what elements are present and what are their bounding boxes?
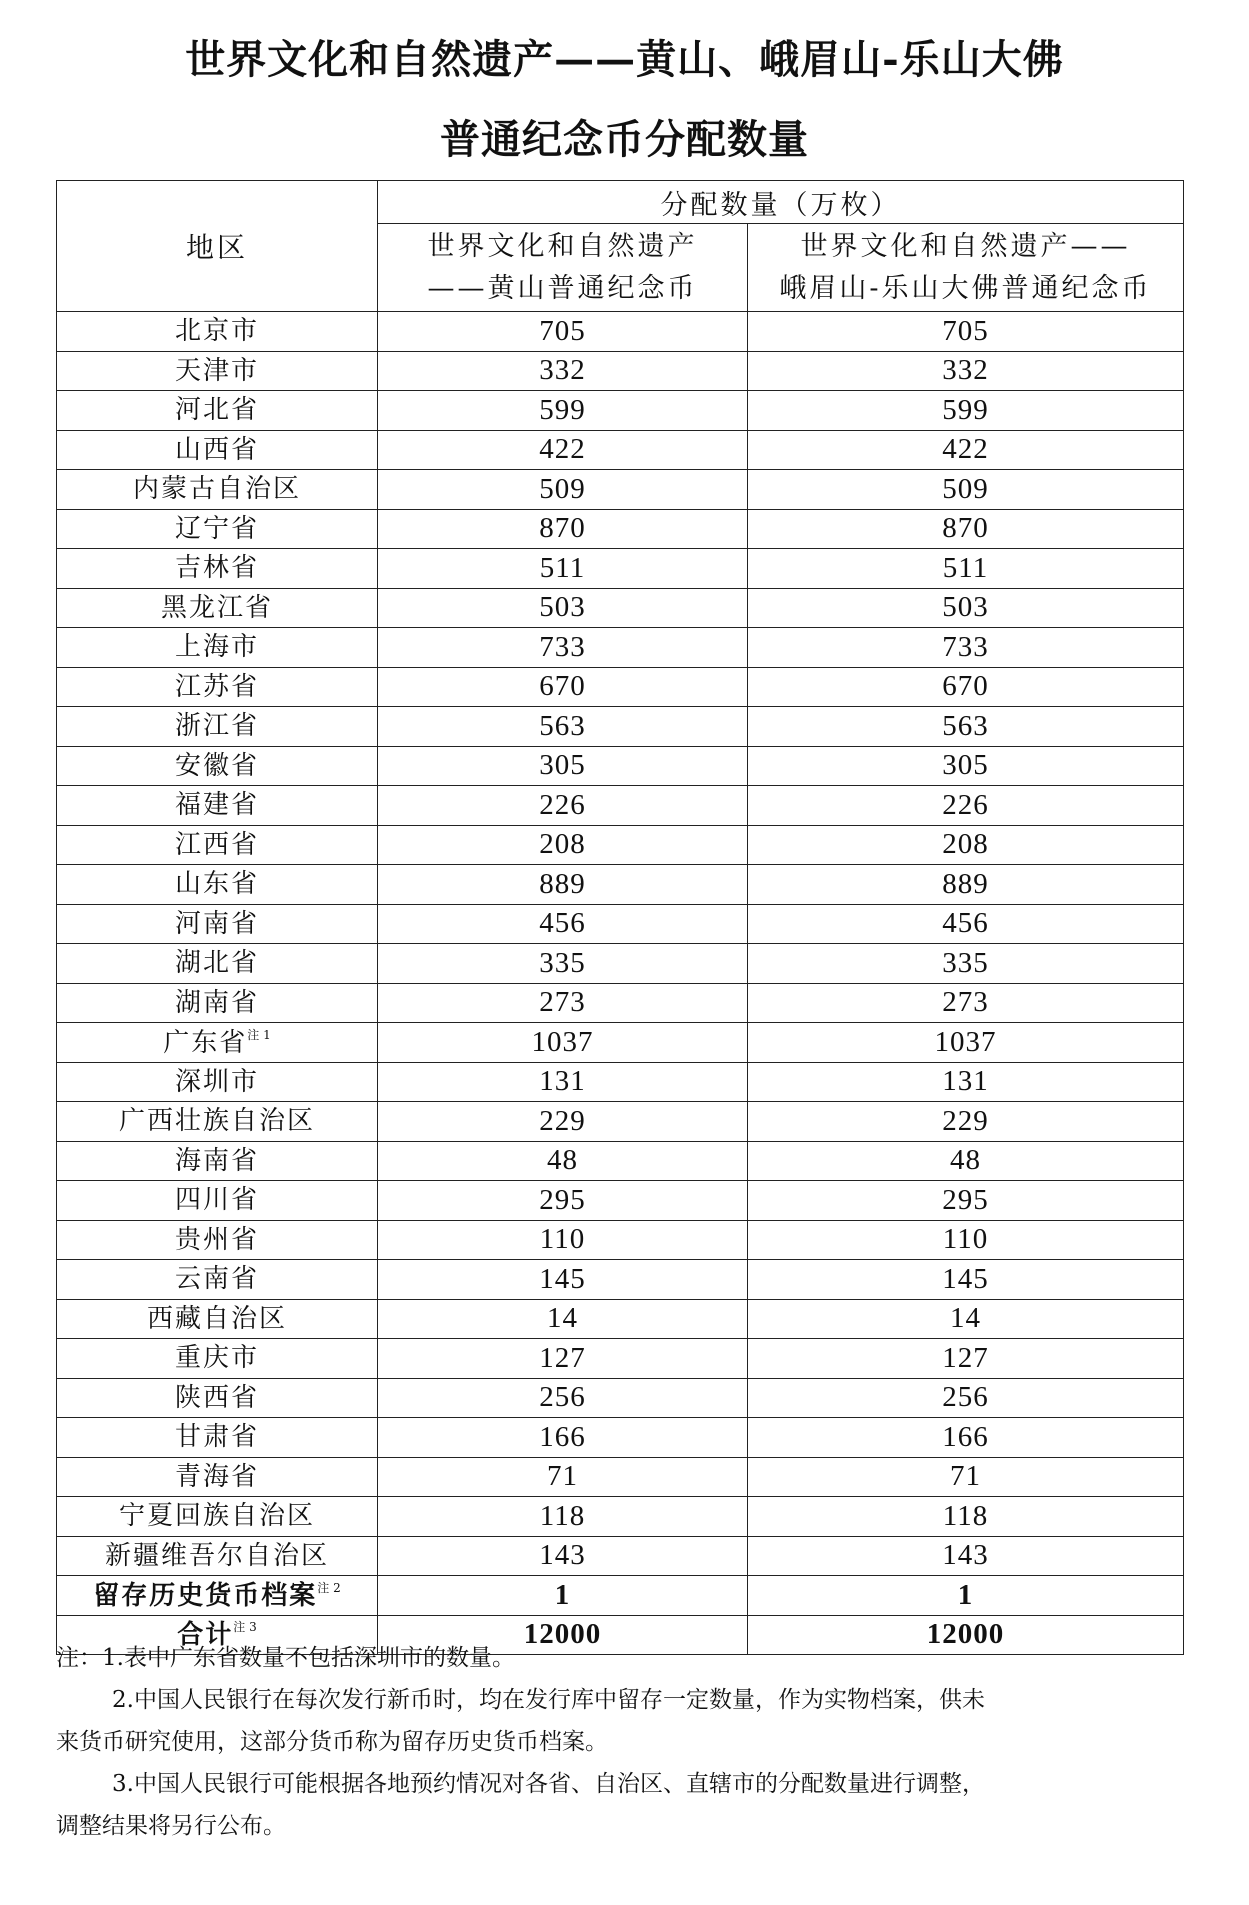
region-cell bbox=[57, 1497, 378, 1537]
emeishan-quantity: 71 bbox=[748, 1457, 1184, 1497]
footnote-3-line1: 3.中国人民银行可能根据各地预约情况对各省、自治区、直辖市的分配数量进行调整， bbox=[112, 1771, 985, 1797]
emeishan-header-line1: 世界文化和自然遗产—— bbox=[800, 230, 1131, 262]
emeishan-quantity: 256 bbox=[748, 1378, 1184, 1418]
region-cell bbox=[57, 1062, 378, 1102]
huangshan-quantity: 145 bbox=[378, 1260, 748, 1300]
huangshan-quantity: 166 bbox=[378, 1418, 748, 1458]
region-cell bbox=[57, 1023, 378, 1063]
table-row bbox=[57, 1181, 1184, 1221]
huangshan-quantity: 229 bbox=[378, 1102, 748, 1142]
emeishan-quantity: 110 bbox=[748, 1220, 1184, 1260]
region-cell bbox=[57, 588, 378, 628]
huangshan-quantity: 599 bbox=[378, 391, 748, 431]
region-name: 广东省 bbox=[163, 1027, 248, 1058]
region-name: 重庆市 bbox=[174, 1343, 259, 1374]
huangshan-quantity: 670 bbox=[378, 667, 748, 707]
region-name: 甘肃省 bbox=[174, 1422, 259, 1453]
region-name: 山西省 bbox=[174, 434, 259, 465]
huangshan-quantity: 14 bbox=[378, 1299, 748, 1339]
huangshan-quantity: 208 bbox=[378, 825, 748, 865]
table-row bbox=[57, 628, 1184, 668]
region-cell bbox=[57, 509, 378, 549]
table-row bbox=[57, 904, 1184, 944]
region-name: 北京市 bbox=[174, 316, 259, 347]
region-name: 留存历史货币档案 bbox=[93, 1580, 318, 1611]
region-name: 江西省 bbox=[174, 829, 259, 860]
region-name: 吉林省 bbox=[174, 553, 259, 584]
document-title-line2: 普通纪念币分配数量 bbox=[440, 116, 809, 163]
region-cell bbox=[57, 1141, 378, 1181]
region-cell bbox=[57, 983, 378, 1023]
emeishan-quantity: 166 bbox=[748, 1418, 1184, 1458]
emeishan-quantity: 456 bbox=[748, 904, 1184, 944]
region-name: 西藏自治区 bbox=[146, 1303, 287, 1334]
emeishan-quantity: 295 bbox=[748, 1181, 1184, 1221]
region-column-header: 地区 bbox=[57, 181, 378, 312]
emeishan-quantity: 118 bbox=[748, 1497, 1184, 1537]
region-cell bbox=[57, 1418, 378, 1458]
region-name: 山东省 bbox=[174, 869, 259, 900]
region-name: 广西壮族自治区 bbox=[118, 1106, 315, 1137]
table-row bbox=[57, 983, 1184, 1023]
allocation-table bbox=[56, 180, 1184, 1655]
region-cell bbox=[57, 865, 378, 905]
table-row bbox=[57, 825, 1184, 865]
footnote-marker: 注 2 bbox=[317, 1580, 341, 1595]
emeishan-quantity: 48 bbox=[748, 1141, 1184, 1181]
table-row bbox=[57, 1220, 1184, 1260]
table-row bbox=[57, 1497, 1184, 1537]
huangshan-quantity: 71 bbox=[378, 1457, 748, 1497]
region-cell bbox=[57, 1260, 378, 1300]
huangshan-quantity: 509 bbox=[378, 470, 748, 510]
table-row bbox=[57, 786, 1184, 826]
region-name: 内蒙古自治区 bbox=[132, 474, 301, 505]
region-cell bbox=[57, 667, 378, 707]
emeishan-quantity: 14 bbox=[748, 1299, 1184, 1339]
emeishan-quantity: 870 bbox=[748, 509, 1184, 549]
table-row bbox=[57, 865, 1184, 905]
emeishan-quantity: 670 bbox=[748, 667, 1184, 707]
emeishan-quantity: 229 bbox=[748, 1102, 1184, 1142]
huangshan-quantity: 870 bbox=[378, 509, 748, 549]
huangshan-quantity: 273 bbox=[378, 983, 748, 1023]
emeishan-quantity: 335 bbox=[748, 944, 1184, 984]
huangshan-quantity: 889 bbox=[378, 865, 748, 905]
region-cell bbox=[57, 1339, 378, 1379]
huangshan-quantity: 12000 bbox=[378, 1615, 748, 1655]
huangshan-quantity: 127 bbox=[378, 1339, 748, 1379]
region-cell bbox=[57, 746, 378, 786]
footnote-marker: 注 1 bbox=[247, 1027, 271, 1042]
huangshan-quantity: 295 bbox=[378, 1181, 748, 1221]
region-name: 辽宁省 bbox=[174, 513, 259, 544]
huangshan-header-line2: ——黄山普通纪念币 bbox=[427, 272, 698, 304]
emeishan-quantity: 1037 bbox=[748, 1023, 1184, 1063]
emeishan-quantity: 599 bbox=[748, 391, 1184, 431]
huangshan-quantity: 143 bbox=[378, 1536, 748, 1576]
huangshan-quantity: 705 bbox=[378, 312, 748, 352]
region-name: 新疆维吾尔自治区 bbox=[104, 1540, 329, 1571]
region-cell bbox=[57, 1299, 378, 1339]
region-name: 天津市 bbox=[174, 355, 259, 386]
footnotes bbox=[56, 1637, 1186, 1847]
table-row bbox=[57, 509, 1184, 549]
emeishan-quantity: 226 bbox=[748, 786, 1184, 826]
table-row bbox=[57, 1062, 1184, 1102]
table-row bbox=[57, 1536, 1184, 1576]
region-cell bbox=[57, 391, 378, 431]
footnote-marker: 注 3 bbox=[233, 1620, 257, 1635]
table-row bbox=[57, 430, 1184, 470]
region-cell bbox=[57, 628, 378, 668]
huangshan-quantity: 563 bbox=[378, 707, 748, 747]
footnote-1: 注：1.表中广东省数量不包括深圳市的数量。 bbox=[56, 1645, 515, 1671]
huangshan-quantity: 118 bbox=[378, 1497, 748, 1537]
region-cell bbox=[57, 1457, 378, 1497]
region-cell bbox=[57, 549, 378, 589]
region-name: 安徽省 bbox=[174, 750, 259, 781]
table-row bbox=[57, 667, 1184, 707]
region-cell bbox=[57, 707, 378, 747]
emeishan-quantity: 563 bbox=[748, 707, 1184, 747]
emeishan-quantity: 503 bbox=[748, 588, 1184, 628]
huangshan-quantity: 305 bbox=[378, 746, 748, 786]
huangshan-quantity: 733 bbox=[378, 628, 748, 668]
region-name: 湖北省 bbox=[174, 948, 259, 979]
table-row bbox=[57, 1457, 1184, 1497]
emeishan-quantity: 208 bbox=[748, 825, 1184, 865]
region-name: 四川省 bbox=[174, 1185, 259, 1216]
huangshan-quantity: 48 bbox=[378, 1141, 748, 1181]
table-row bbox=[57, 1141, 1184, 1181]
region-cell bbox=[57, 312, 378, 352]
huangshan-quantity: 456 bbox=[378, 904, 748, 944]
region-cell bbox=[57, 1220, 378, 1260]
emeishan-quantity: 145 bbox=[748, 1260, 1184, 1300]
region-name: 合计 bbox=[177, 1620, 234, 1651]
huangshan-quantity: 1037 bbox=[378, 1023, 748, 1063]
table-row bbox=[57, 351, 1184, 391]
table-row bbox=[57, 707, 1184, 747]
table-row bbox=[57, 1418, 1184, 1458]
region-cell bbox=[57, 470, 378, 510]
region-cell bbox=[57, 944, 378, 984]
huangshan-quantity: 335 bbox=[378, 944, 748, 984]
emeishan-quantity: 733 bbox=[748, 628, 1184, 668]
region-name: 江苏省 bbox=[174, 671, 259, 702]
region-cell bbox=[57, 351, 378, 391]
emeishan-quantity: 422 bbox=[748, 430, 1184, 470]
huangshan-column-header bbox=[378, 224, 748, 312]
region-name: 黑龙江省 bbox=[160, 592, 273, 623]
emeishan-quantity: 332 bbox=[748, 351, 1184, 391]
emeishan-header-line2: 峨眉山-乐山大佛普通纪念币 bbox=[779, 272, 1152, 304]
region-cell bbox=[57, 825, 378, 865]
region-name: 浙江省 bbox=[174, 711, 259, 742]
table-row bbox=[57, 746, 1184, 786]
table-row bbox=[57, 1299, 1184, 1339]
quantity-group-header: 分配数量（万枚） bbox=[378, 181, 1184, 224]
region-name: 河南省 bbox=[174, 908, 259, 939]
region-name: 福建省 bbox=[174, 790, 259, 821]
emeishan-quantity: 705 bbox=[748, 312, 1184, 352]
region-cell bbox=[57, 904, 378, 944]
region-cell bbox=[57, 786, 378, 826]
table-row bbox=[57, 588, 1184, 628]
table-row bbox=[57, 391, 1184, 431]
region-cell bbox=[57, 1378, 378, 1418]
region-name: 云南省 bbox=[174, 1264, 259, 1295]
region-name: 宁夏回族自治区 bbox=[118, 1501, 315, 1532]
region-name: 上海市 bbox=[174, 632, 259, 663]
table-row bbox=[57, 1378, 1184, 1418]
region-name: 陕西省 bbox=[174, 1382, 259, 1413]
region-name: 贵州省 bbox=[174, 1224, 259, 1255]
emeishan-quantity: 127 bbox=[748, 1339, 1184, 1379]
table-row bbox=[57, 944, 1184, 984]
huangshan-quantity: 226 bbox=[378, 786, 748, 826]
region-name: 深圳市 bbox=[174, 1066, 259, 1097]
table-row bbox=[57, 1023, 1184, 1063]
emeishan-quantity: 305 bbox=[748, 746, 1184, 786]
huangshan-quantity: 503 bbox=[378, 588, 748, 628]
emeishan-quantity: 12000 bbox=[748, 1615, 1184, 1655]
huangshan-quantity: 422 bbox=[378, 430, 748, 470]
region-cell bbox=[57, 1576, 378, 1616]
emeishan-quantity: 509 bbox=[748, 470, 1184, 510]
huangshan-quantity: 256 bbox=[378, 1378, 748, 1418]
region-cell bbox=[57, 430, 378, 470]
table-row bbox=[57, 549, 1184, 589]
table-row bbox=[57, 1102, 1184, 1142]
emeishan-quantity: 131 bbox=[748, 1062, 1184, 1102]
document-title-line1: 世界文化和自然遗产——黄山、峨眉山-乐山大佛 bbox=[185, 36, 1064, 83]
region-cell bbox=[57, 1536, 378, 1576]
emeishan-quantity: 511 bbox=[748, 549, 1184, 589]
footnote-2-line2: 来货币研究使用，这部分货币称为留存历史货币档案。 bbox=[56, 1729, 608, 1755]
region-name: 湖南省 bbox=[174, 987, 259, 1018]
table-row bbox=[57, 1339, 1184, 1379]
region-name: 河北省 bbox=[174, 395, 259, 426]
emeishan-quantity: 1 bbox=[748, 1576, 1184, 1616]
emeishan-quantity: 273 bbox=[748, 983, 1184, 1023]
huangshan-quantity: 1 bbox=[378, 1576, 748, 1616]
region-cell bbox=[57, 1181, 378, 1221]
huangshan-quantity: 131 bbox=[378, 1062, 748, 1102]
region-name: 青海省 bbox=[174, 1461, 259, 1492]
emeishan-quantity: 889 bbox=[748, 865, 1184, 905]
footnote-3-line2: 调整结果将另行公布。 bbox=[56, 1813, 286, 1839]
region-cell bbox=[57, 1102, 378, 1142]
region-name: 海南省 bbox=[174, 1145, 259, 1176]
huangshan-quantity: 332 bbox=[378, 351, 748, 391]
emeishan-column-header bbox=[748, 224, 1184, 312]
table-row bbox=[57, 470, 1184, 510]
emeishan-quantity: 143 bbox=[748, 1536, 1184, 1576]
table-row bbox=[57, 312, 1184, 352]
footnote-2-line1: 2.中国人民银行在每次发行新币时，均在发行库中留存一定数量，作为实物档案，供未 bbox=[112, 1687, 985, 1713]
table-row bbox=[57, 1260, 1184, 1300]
huangshan-quantity: 110 bbox=[378, 1220, 748, 1260]
archive-row bbox=[57, 1576, 1184, 1616]
huangshan-header-line1: 世界文化和自然遗产 bbox=[427, 230, 698, 262]
huangshan-quantity: 511 bbox=[378, 549, 748, 589]
